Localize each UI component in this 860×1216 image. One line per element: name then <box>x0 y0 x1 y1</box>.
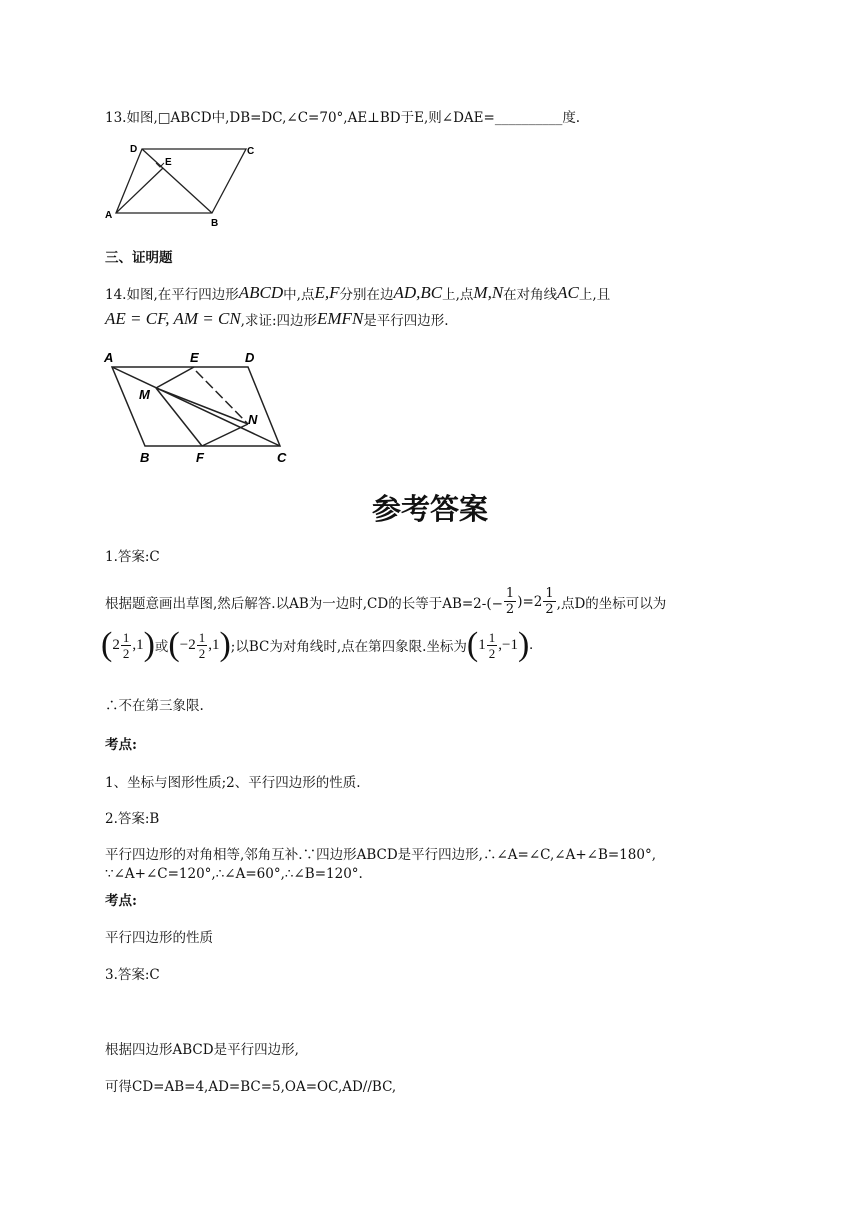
section-heading-proof: 三、证明题 <box>105 250 173 266</box>
frac-num: 1 <box>488 629 496 645</box>
a1-kd: 1、坐标与图形性质;2、平行四边形的性质. <box>105 775 361 791</box>
frac-num: 1 <box>505 586 515 601</box>
q14-text-7: ,求证:四边形 <box>240 313 318 329</box>
frac-den: 2 <box>505 602 515 617</box>
paren-open: ( <box>101 626 113 663</box>
q13-text <box>105 106 580 126</box>
fig14-segment-em <box>156 367 194 388</box>
fig13-label-d: D <box>130 144 138 155</box>
a1-mixed-fraction <box>543 586 555 617</box>
fig14-segment-fn <box>202 424 248 446</box>
a1-line2 <box>101 628 533 662</box>
a1-l1-text-a: 根据题意画出草图,然后解答.以AB为一边时,CD的长等于AB=2-(− <box>105 595 503 612</box>
frac-num: 1 <box>545 586 554 601</box>
frac-num: 1 <box>122 629 130 645</box>
frac-num: 1 <box>198 629 206 645</box>
frac-den: 2 <box>545 602 554 617</box>
a2-kd-label: 考点: <box>105 893 137 909</box>
frac-den: 2 <box>198 645 206 661</box>
q14-line1 <box>105 283 610 303</box>
q14-text-4: 上,点 <box>442 287 474 303</box>
fig13-parallelogram <box>100 140 260 232</box>
fig14-diagonal-ac <box>112 367 280 446</box>
a1-point1-whole: 2 <box>112 636 120 653</box>
a2-head: 2.答案:B <box>105 811 160 827</box>
q13-tail: 度. <box>562 110 581 126</box>
q14-text-2: 中,点 <box>283 287 315 303</box>
a1-point2-frac <box>197 630 208 661</box>
paren-open: ( <box>168 626 180 663</box>
a1-point3-tail: ,−1 <box>498 636 518 653</box>
paren-close: ) <box>219 626 231 663</box>
fig14-label-f: F <box>196 450 204 465</box>
fig13-label-b: B <box>211 218 219 229</box>
a1-l1-text-b: )=2 <box>517 593 543 610</box>
a1-line1 <box>105 586 666 617</box>
q14-var-mn: M,N <box>473 283 504 302</box>
a2-line1: 平行四边形的对角相等,邻角互补.∵四边形ABCD是平行四边形,∴∠A=∠C,∠A+∠B=180°, <box>105 847 656 863</box>
a3-head: 3.答案:C <box>105 967 160 983</box>
a1-point1-frac <box>121 630 132 661</box>
q14-var-ad-bc: AD,BC <box>393 283 443 302</box>
fig14-label-d: D <box>245 350 255 365</box>
fig14-label-a: A <box>104 350 114 365</box>
fig13-diagonal-bd <box>142 149 212 213</box>
a1-conclusion: ∴不在第三象限. <box>105 698 204 714</box>
a1-point2-whole: −2 <box>179 636 196 653</box>
a1-point3-frac <box>487 630 498 661</box>
a1-fraction-half <box>504 586 516 617</box>
a1-kd-label: 考点: <box>105 737 137 753</box>
q14-var-ef: E,F <box>314 283 340 302</box>
fig14-label-b: B <box>140 450 150 465</box>
paren-close: ) <box>143 626 155 663</box>
fig14-parallelogram <box>100 345 300 465</box>
frac-den: 2 <box>488 645 496 661</box>
a1-l2-mid: ;以BC为对角线时,点在第四象限.坐标为 <box>230 639 467 655</box>
a2-kd: 平行四边形的性质 <box>105 930 213 946</box>
frac-den: 2 <box>122 645 130 661</box>
paren-open: ( <box>466 626 479 663</box>
q13-answer-blank: __________ <box>494 110 563 126</box>
q14-var-emfn: EMFN <box>317 309 364 328</box>
q14-condition: AE = CF, AM = CN <box>105 309 241 328</box>
a1-point3-whole: 1 <box>478 636 486 653</box>
q14-text-3: 分别在边 <box>339 287 394 303</box>
fig13-segment-ae <box>116 168 163 213</box>
fig13-label-e: E <box>165 157 172 168</box>
answers-title: 参考答案 <box>371 492 488 526</box>
fig14-label-c: C <box>277 450 287 465</box>
a1-l2-end: . <box>529 636 534 653</box>
a1-point1-tail: ,1 <box>132 636 144 653</box>
a3-line2: 可得CD=AB=4,AD=BC=5,OA=OC,AD//BC, <box>105 1079 397 1095</box>
q14-var-abcd: ABCD <box>238 283 284 302</box>
a1-l1-text-c: ,点D的坐标可以为 <box>556 595 667 612</box>
q13-stem: 13.如图,□ABCD中,DB=DC,∠C=70°,AE⊥BD于E,则∠DAE= <box>105 110 495 126</box>
a1-or: 或 <box>154 639 169 655</box>
q14-text-8: 是平行四边形. <box>363 313 449 329</box>
q14-text-6: 上,且 <box>578 287 611 303</box>
a2-line2: ∵∠A+∠C=120°,∴∠A=60°,∴∠B=120°. <box>105 866 363 882</box>
q14-text-1: 14.如图,在平行四边形 <box>105 287 239 303</box>
paren-close: ) <box>517 626 530 663</box>
fig14-segment-en <box>196 371 248 424</box>
a1-head: 1.答案:C <box>105 549 160 565</box>
fig14-label-e: E <box>190 350 199 365</box>
fig13-label-c: C <box>247 146 255 157</box>
fig13-label-a: A <box>105 210 113 221</box>
a1-point2-tail: ,1 <box>208 636 220 653</box>
q14-line2 <box>105 309 449 329</box>
fig14-label-n: N <box>248 412 258 427</box>
q14-text-5: 在对角线 <box>503 287 558 303</box>
a3-line1: 根据四边形ABCD是平行四边形, <box>105 1042 299 1058</box>
q14-var-ac: AC <box>557 283 579 302</box>
fig13-outline <box>116 149 246 213</box>
fig14-label-m: M <box>139 387 150 402</box>
